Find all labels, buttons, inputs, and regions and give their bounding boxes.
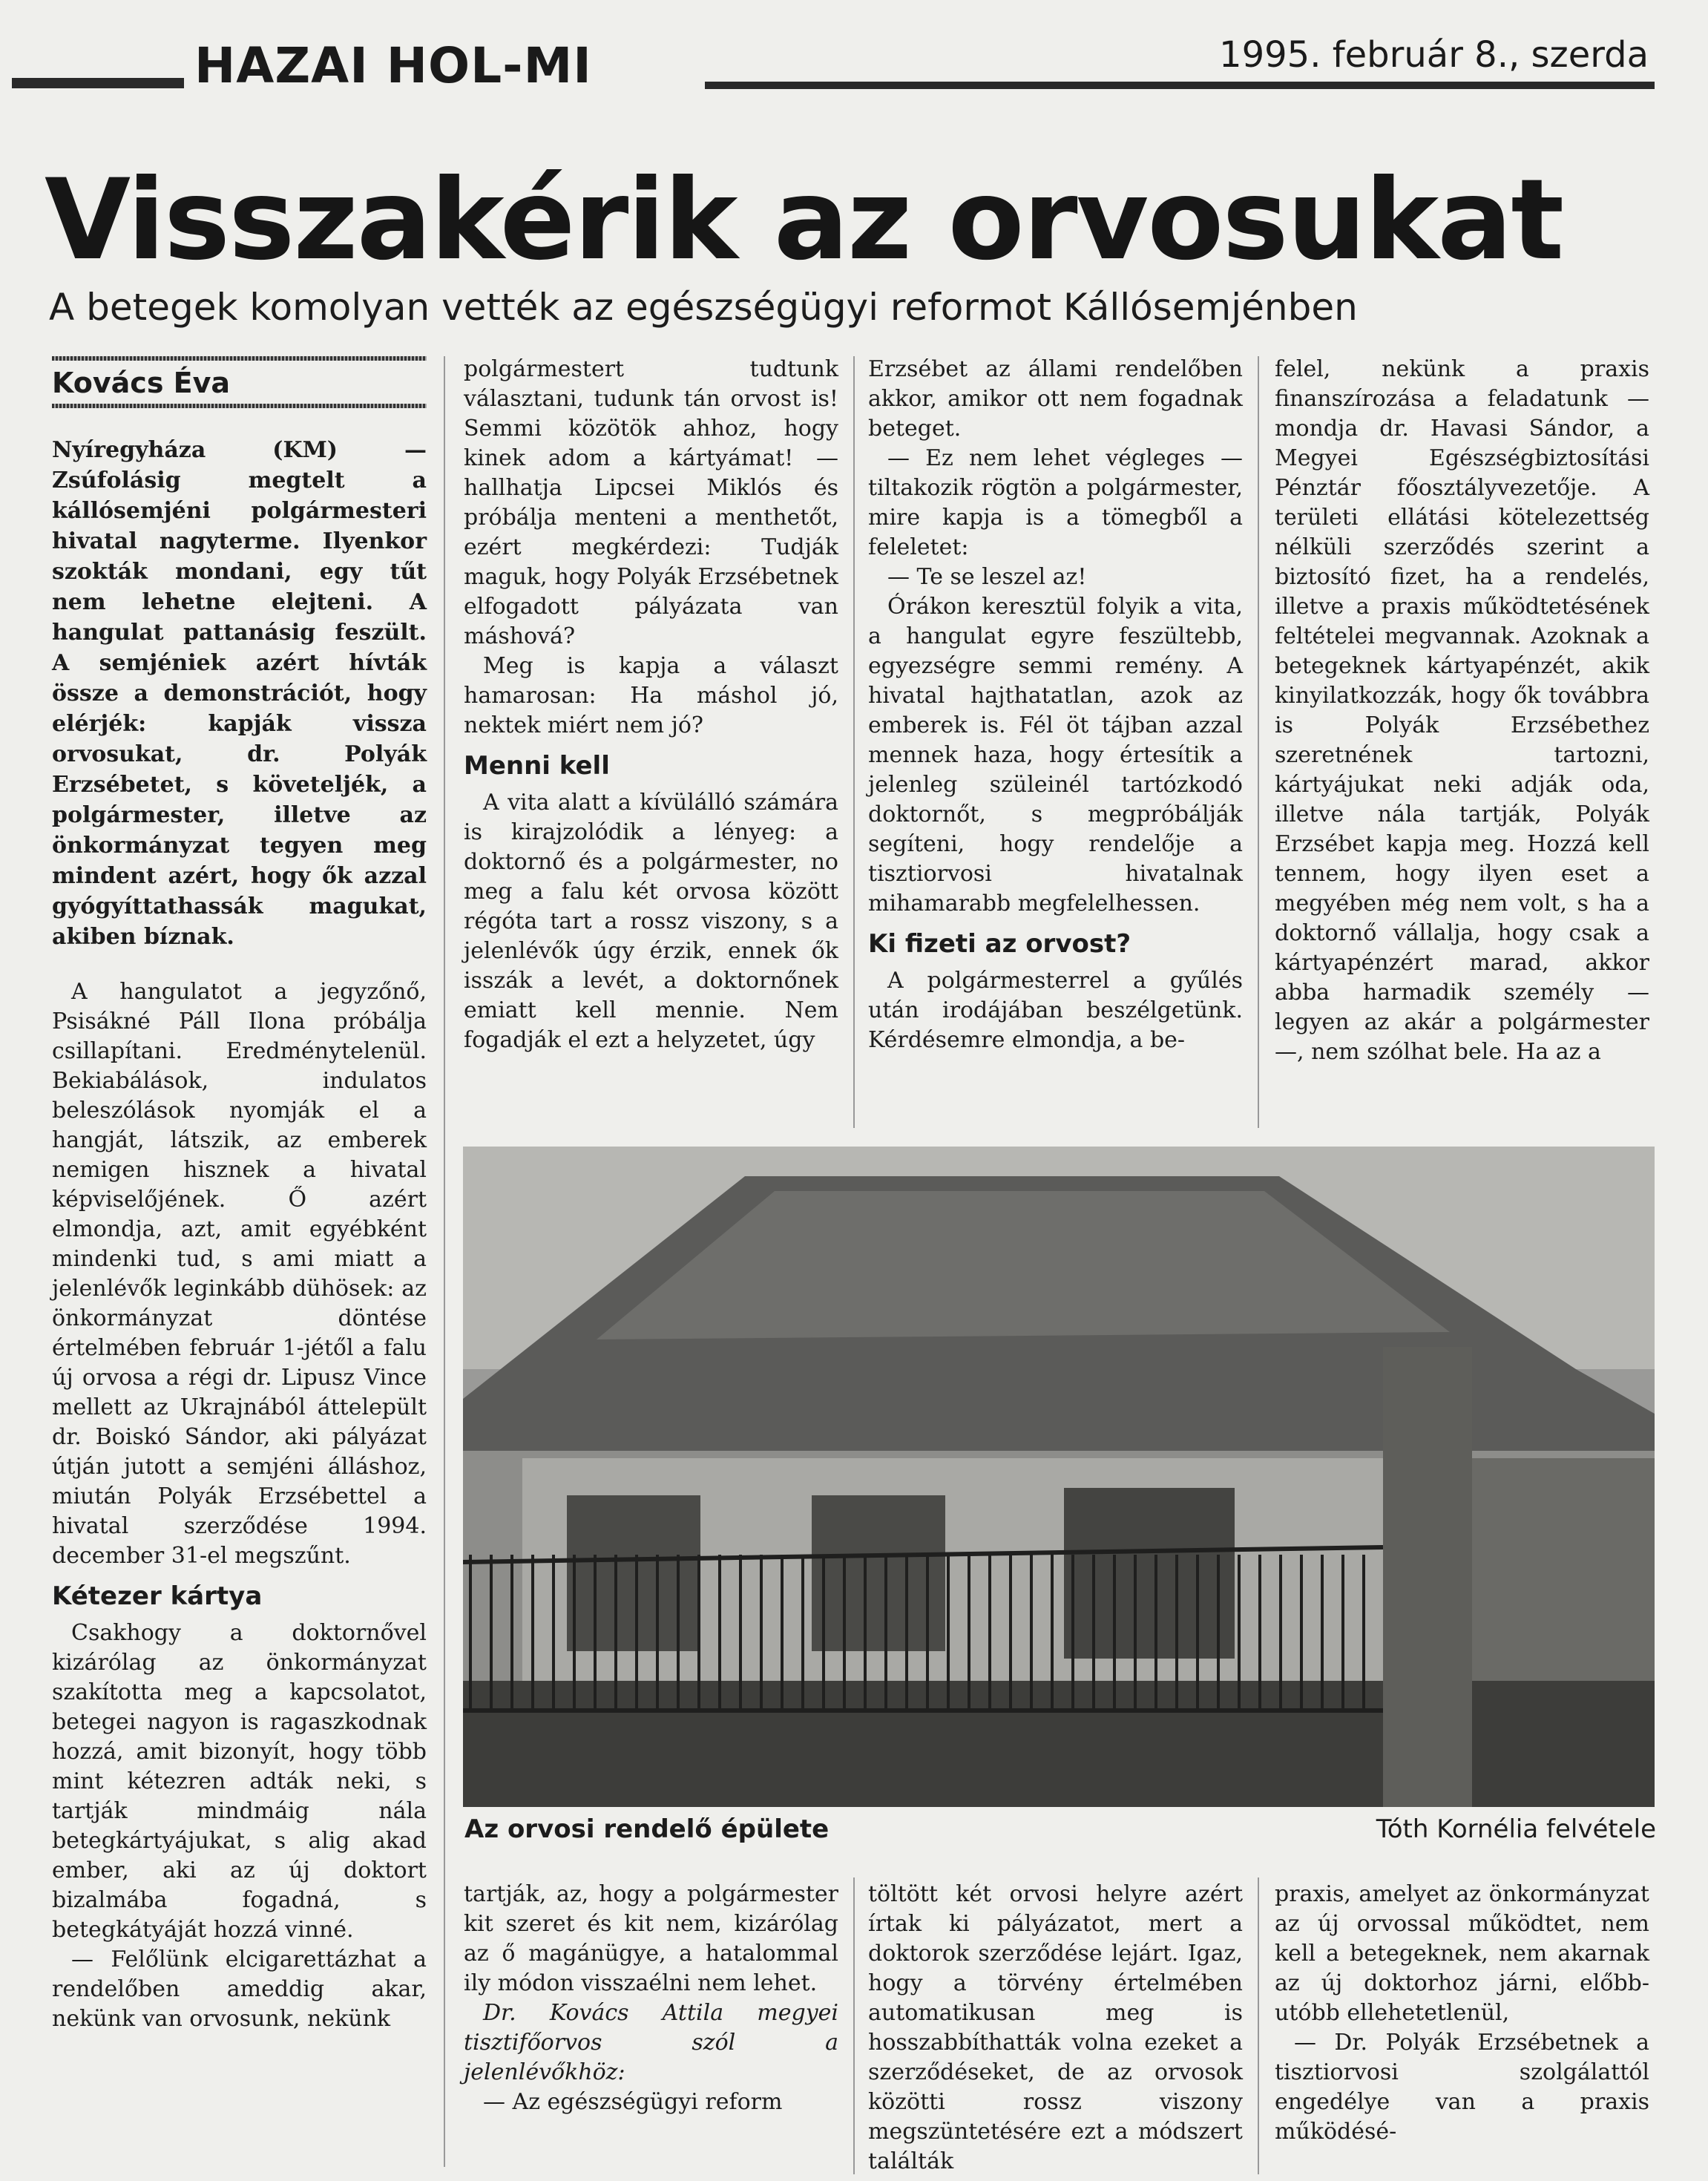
col1-paragraph-2: Csakhogy a doktornővel kizárólag az önkormányzat szakította meg a kapcsolatot, betegei nagyon is ragaszkodnak hozzá, amit bizonyít, hogy több mint kétezren adták neki, s tartják mindmáig nála betegkártyájukat, s alig akad ember, aki az új doktort bizalmába fogadná, s betegkátyáját hozzá vinné.	[52, 1620, 427, 1943]
col1-paragraph-1: A hangulatot a jegyzőnő, Psisákné Páll Ilona próbálja csillapítani. Eredménytelenül. Bekiabálások, indulatos beleszólások nyomják el a hangját, látszik, az emberek nemigen hisznek a hivatal képviselőjének. Ő azért elmondja, azt, amit egyébként mindenki tud, s ami miatt a jelenlévők leginkább dühösek: az önkormányzat döntése értelmében február 1-jétől a falu új orvosa a régi dr. Lipusz Vince mellett az Ukrajnából áttelepült dr. Boiskó Sándor, aki pályázat útján jutott a semjéni álláshoz, miután Polyák Erzsébettel a hivatal szerződése 1994. december 31-el megszűnt.	[52, 979, 427, 1569]
col4-paragraph-1: felel, nekünk a praxis finanszírozása a feladatunk — mondja dr. Havasi Sándor, a Megyei Egészségbiztosítási Pénztár főosztályvezetője. A területi ellátási kötelezettség nélküli szerződés szerint a biztosító fizet, ha a rendelés, illetve a praxis működtetésének feltételei megvannak. Azoknak a betegeknek kártyapénzét, akik kinyilatkozzák, hogy ők továbbra is Polyák Erzsébethez szeretnének tartozni, kártyájukat neki adják oda, illetve nála tartják, Polyák Erzsébet kapja meg. Hozzá kell tennem, hogy ilyen eset a megyében még nem volt, s ha a doktornő vállalja, hogy csak a kártyapénzért marad, akkor abba harmadik személy — legyen az akár a polgármester —, nem szólhat bele. Ha az a	[1275, 356, 1649, 1065]
column-2-bottom	[464, 1880, 838, 2117]
author-rule	[52, 356, 427, 361]
column-3-bottom	[868, 1880, 1243, 2177]
col3-paragraph-2: — Ez nem lehet végleges — tiltakozik rögtön a polgármester, mire kapja is a tömegből a feleletet:	[868, 445, 1243, 560]
photo-caption: Az orvosi rendelő épülete	[464, 1814, 830, 1844]
column-2	[464, 355, 838, 1055]
column-3	[868, 355, 1243, 1055]
col3-paragraph-5: A polgármesterrel a gyűlés után irodájában beszélgetünk. Kérdésemre elmondja, a be-	[868, 968, 1243, 1053]
col2-paragraph-2: Meg is kapja a választ hamarosan: Ha máshol jó, nektek miért nem jó?	[464, 653, 838, 738]
author-rule-bottom	[52, 404, 427, 408]
column-rule-1	[444, 356, 445, 2167]
bottom2-paragraph-1: tartják, az, hogy a polgármester kit szeret és kit nem, kizárólag az ő magánügye, a hatalommal ily módon visszaélni nem lehet.	[464, 1881, 838, 1996]
bottom2-paragraph-3: — Az egészségügyi reform	[483, 2089, 783, 2115]
column-1	[52, 356, 427, 2034]
clinic-building-image	[463, 1147, 1655, 1807]
masthead-rule-left	[12, 78, 184, 88]
masthead-rule-right	[705, 82, 1655, 89]
bottom2-paragraph-2: Dr. Kovács Attila megyei tisztifőorvos szól a jelenlévőkhöz:	[464, 2000, 838, 2085]
col3-paragraph-4: Órákon keresztül folyik a vita, a hangulat egyre feszültebb, egyezségre semmi remény. A hivatal hajthatatlan, azok az emberek is. Fél öt tájban azzal mennek haza, hogy értesítik a jelenleg szüleinél tartózkodó doktornőt, s megpróbálják segíteni, hogy rendelője a tisztiorvosi hivatalnak mihamarabb megfelelhessen.	[868, 594, 1243, 916]
column-rule-2	[853, 356, 855, 1128]
building-photo	[463, 1147, 1655, 1807]
column-rule-3-bottom	[1258, 1877, 1259, 2174]
column-4	[1275, 355, 1649, 1067]
photo-credit: Tóth Kornélia felvétele	[1376, 1814, 1656, 1844]
col2-paragraph-3: A vita alatt a kívülálló számára is kirajzolódik a lényeg: a doktornő és a polgármester, no meg a falu két orvosa között régóta tart a rossz viszony, s a jelenlévők úgy érzik, ennek ők isszák a levét, a doktornőnek emiatt kell mennie. Nem fogadják el ezt a helyzetet, úgy	[464, 790, 838, 1053]
subheading-ki-fizeti: Ki fizeti az orvost?	[868, 929, 1131, 959]
subheading-menni-kell: Menni kell	[464, 751, 610, 781]
author-byline: Kovács Éva	[52, 367, 231, 399]
col1-paragraph-3: — Felőlünk elcigarettázhat a rendelőben ameddig akar, nekünk van orvosunk, nekünk	[52, 1946, 427, 2032]
subheading-ketezer-kartya: Kétezer kártya	[52, 1581, 263, 1611]
headline: Visszakérik az orvosukat	[45, 156, 1563, 285]
col3-paragraph-3: — Te se leszel az!	[887, 564, 1087, 590]
column-rule-3	[1258, 356, 1259, 1128]
col2-paragraph-1: polgármestert tudtunk választani, tudunk tán orvost is! Semmi közötök ahhoz, hogy kinek adom a kártyámat! — hallhatja Lipcsei Miklós és próbálja menteni a menthetőt, ezért megkérdezi: Tudják maguk, hogy Polyák Erzsébetnek elfogadott pályázata van máshová?	[464, 356, 838, 649]
column-4-bottom	[1275, 1880, 1649, 2147]
section-title: HAZAI HOL-MI	[194, 37, 592, 94]
bottom3-paragraph-1: töltött két orvosi helyre azért írtak ki pályázatot, mert a doktorok szerződése lejárt. Igaz, hogy a törvény értelmében automatikusan meg is hosszabbíthatták volna ezeket a szerződéseket, de az orvosok közötti rossz viszony megszüntetésére ezt a módszert találták	[868, 1881, 1243, 2174]
lead-paragraph: Nyíregyháza (KM) — Zsúfolásig megtelt a kállósemjéni polgármesteri hivatal nagyterme. Ilyenkor szokták mondani, egy tűt nem lehetne elejteni. A hangulat pattanásig feszült. A semjéniek azért hívták össze a demonstrációt, hogy elérjék: kapják vissza orvosukat, dr. Polyák Erzsébetet, s követeljék, a polgármester, illetve az önkormányzat tegyen meg mindent azért, hogy ők azzal gyógyíttathassák magukat, akiben bíznak.	[52, 437, 427, 950]
subheadline: A betegek komolyan vették az egészségügyi reformot Kállósemjénben	[49, 286, 1358, 329]
bottom4-paragraph-2: — Dr. Polyák Erzsébetnek a tisztiorvosi szolgálattól engedélye van a praxis működésé-	[1275, 2030, 1649, 2145]
publication-date: 1995. február 8., szerda	[1219, 34, 1649, 76]
column-rule-2-bottom	[853, 1877, 855, 2174]
col3-paragraph-1: Erzsébet az állami rendelőben akkor, amikor ott nem fogadnak beteget.	[868, 356, 1243, 442]
bottom4-paragraph-1: praxis, amelyet az önkormányzat az új orvossal működtet, nem kell a betegeknek, nem akarnak az új doktorhoz járni, előbb-utóbb ellehetetlenül,	[1275, 1881, 1649, 2026]
